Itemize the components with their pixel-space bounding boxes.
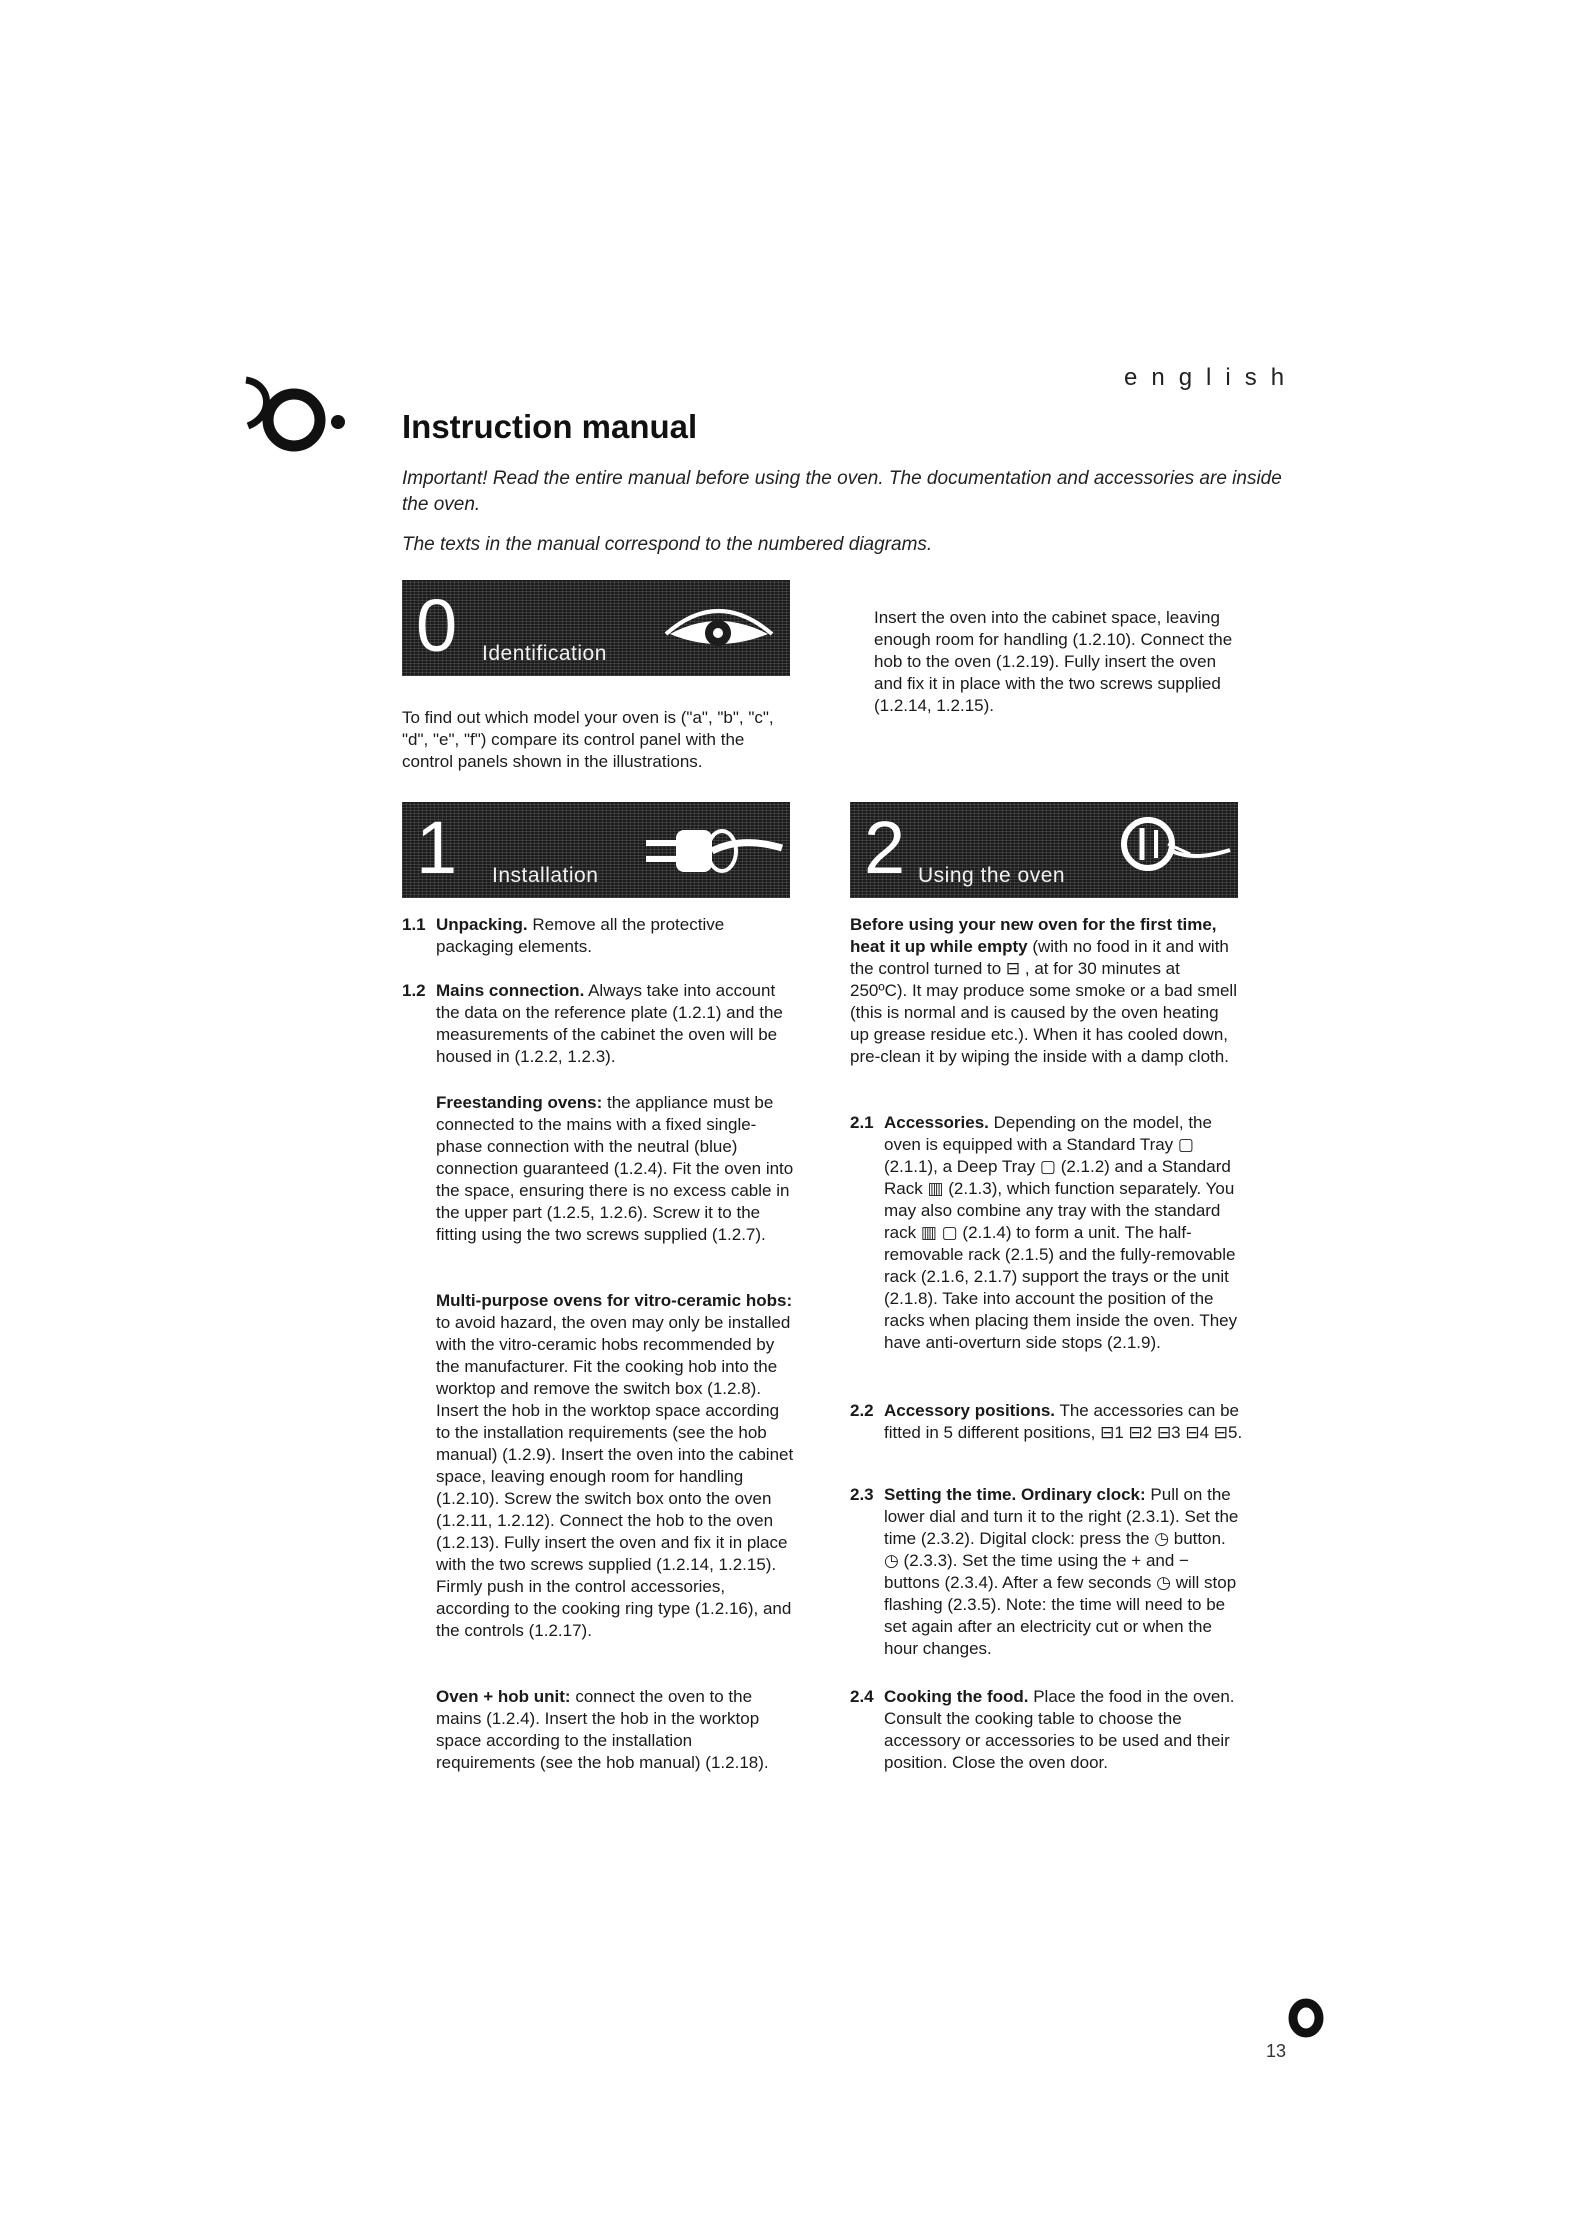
- oven-hob-unit-paragraph: [436, 1686, 794, 1774]
- plug-icon: [642, 816, 786, 886]
- multipurpose-text: to avoid hazard, the oven may only be installed with the vitro-ceramic hobs recommended by the manufacturer. Fit the cooking hob into the worktop and remove the switch box (1.2.8). Insert the hob in the worktop space according to the installation requirements (see the hob manual) (1.2.9). Insert the oven into the cabinet space, leaving enough room for handling (1.2.10). Screw the switch box onto the oven (1.2.11, 1.2.12). Connect the hob to the oven (1.2.13). Fully insert the oven and fix it in place with the two screws supplied (1.2.14, 1.2.15). Firmly push in the control accessories, according to the cooking ring type (1.2.16), and the controls (1.2.17).: [436, 1313, 794, 1640]
- section-0-label: Identification: [482, 642, 607, 665]
- brand-logo-icon: [232, 372, 382, 472]
- section-2-intro-heading: Before using your new oven for the first time, heat it up while empty: [850, 915, 1217, 956]
- section-0-banner: [402, 580, 790, 676]
- intro-text-important: Important! Read the entire manual before using the oven. The documentation and accessories are inside the oven.: [402, 468, 1282, 515]
- item-number: 2.2: [850, 1401, 874, 1420]
- section-2-intro-text: (with no food in it and with the control turned to ⊟ , at for 30 minutes at 250ºC). It may produce some smoke or a bad smell (this is normal and is caused by the oven heating up grease residue etc.). When it has cooled down, pre-clean it by wiping the inside with a damp cloth.: [850, 937, 1237, 1066]
- item-number: 2.4: [850, 1687, 874, 1706]
- eye-icon: [660, 590, 778, 666]
- section-0-number: 0: [416, 584, 458, 667]
- item-text: Place the food in the oven. Consult the cooking table to choose the accessory or accessories to be used and their position. Close the oven door.: [884, 1687, 1235, 1772]
- page-title: Instruction manual: [402, 408, 698, 445]
- oven-hob-text: connect the oven to the mains (1.2.4). Insert the hob in the worktop space according to the installation requirements (see the hob manual) (1.2.18).: [436, 1687, 769, 1772]
- item-number: 1.2: [402, 981, 426, 1000]
- section-1-label: Installation: [492, 864, 599, 887]
- section-0-text: To find out which model your oven is ("a", "b", "c", "d", "e", "f") compare its control panel with the control panels shown in the illustrations.: [402, 708, 774, 771]
- item-text: Pull on the lower dial and turn it to the right (2.3.1). Set the time (2.3.2). Digital clock: press the ◷ button. ◷ (2.3.3). Set the time using the + and − buttons (2.3.4). After a few seconds ◷ will stop flashing (2.3.5). Note: the time will need to be set again after an electricity cut or when the hour changes.: [884, 1485, 1239, 1658]
- item-text: Depending on the model, the oven is equipped with a Standard Tray ▢ (2.1.1), a Deep Tray ▢ (2.1.2) and a Standard Rack ▥ (2.1.3), which function separately. You may also combine any tray with the standard rack ▥ ▢ (2.1.4) to form a unit. The half-removable rack (2.1.5) and the fully-removable rack (2.1.6, 2.1.7) support the trays or the unit (2.1.8). Take into account the position of the racks when placing them inside the oven. They have anti-overturn side stops (2.1.9).: [884, 1113, 1238, 1352]
- section-2-intro: [850, 914, 1240, 1068]
- item-heading: Accessories.: [884, 1113, 989, 1132]
- section-2-label: Using the oven: [918, 864, 1066, 887]
- section-1-number: 1: [416, 806, 458, 889]
- item-heading: Unpacking.: [436, 915, 528, 934]
- section-2-number: 2: [864, 806, 906, 889]
- item-text: Remove all the protective packaging elements.: [436, 915, 725, 956]
- item-heading: Setting the time. Ordinary clock:: [884, 1485, 1146, 1504]
- item-text: The accessories can be fitted in 5 different positions, ⊟1 ⊟2 ⊟3 ⊟4 ⊟5.: [884, 1401, 1243, 1442]
- item-text: Always take into account the data on the reference plate (1.2.1) and the measurements of the cabinet the oven will be housed in (1.2.2, 1.2.3).: [436, 981, 783, 1066]
- item-heading: Cooking the food.: [884, 1687, 1029, 1706]
- page-number: 13: [1266, 2041, 1287, 2061]
- item-number: 1.1: [402, 915, 426, 934]
- multipurpose-ovens-paragraph: [436, 1290, 794, 1642]
- item-heading: Mains connection.: [436, 981, 585, 1000]
- language-label: english: [1124, 364, 1299, 391]
- freestanding-ovens-paragraph: [436, 1092, 794, 1246]
- insert-oven-text: Insert the oven into the cabinet space, leaving enough room for handling (1.2.10). Connect the hob to the oven (1.2.19). Fully insert the oven and fix it in place with the two screws supplied (1.2.14, 1.2.15).: [874, 608, 1233, 715]
- section-1-banner: [402, 802, 790, 898]
- multipurpose-heading: Multi-purpose ovens for vitro-ceramic hobs:: [436, 1291, 793, 1310]
- intro-text-diagrams: The texts in the manual correspond to the numbered diagrams.: [402, 534, 933, 555]
- section-2-banner: [850, 802, 1238, 898]
- item-number: 2.1: [850, 1113, 874, 1132]
- freestanding-heading: Freestanding ovens:: [436, 1093, 603, 1112]
- freestanding-text: the appliance must be connected to the mains with a fixed single-phase connection with the neutral (blue) connection guaranteed (1.2.4). Fit the oven into the space, ensuring there is no excess cable in the upper part (1.2.5, 1.2.6). Screw it to the fitting using the two screws supplied (1.2.7).: [436, 1093, 794, 1244]
- page-corner-o-icon: [1288, 1998, 1324, 2038]
- control-knob-icon: [1112, 810, 1234, 886]
- item-number: 2.3: [850, 1485, 874, 1504]
- oven-hob-heading: Oven + hob unit:: [436, 1687, 571, 1706]
- item-heading: Accessory positions.: [884, 1401, 1056, 1420]
